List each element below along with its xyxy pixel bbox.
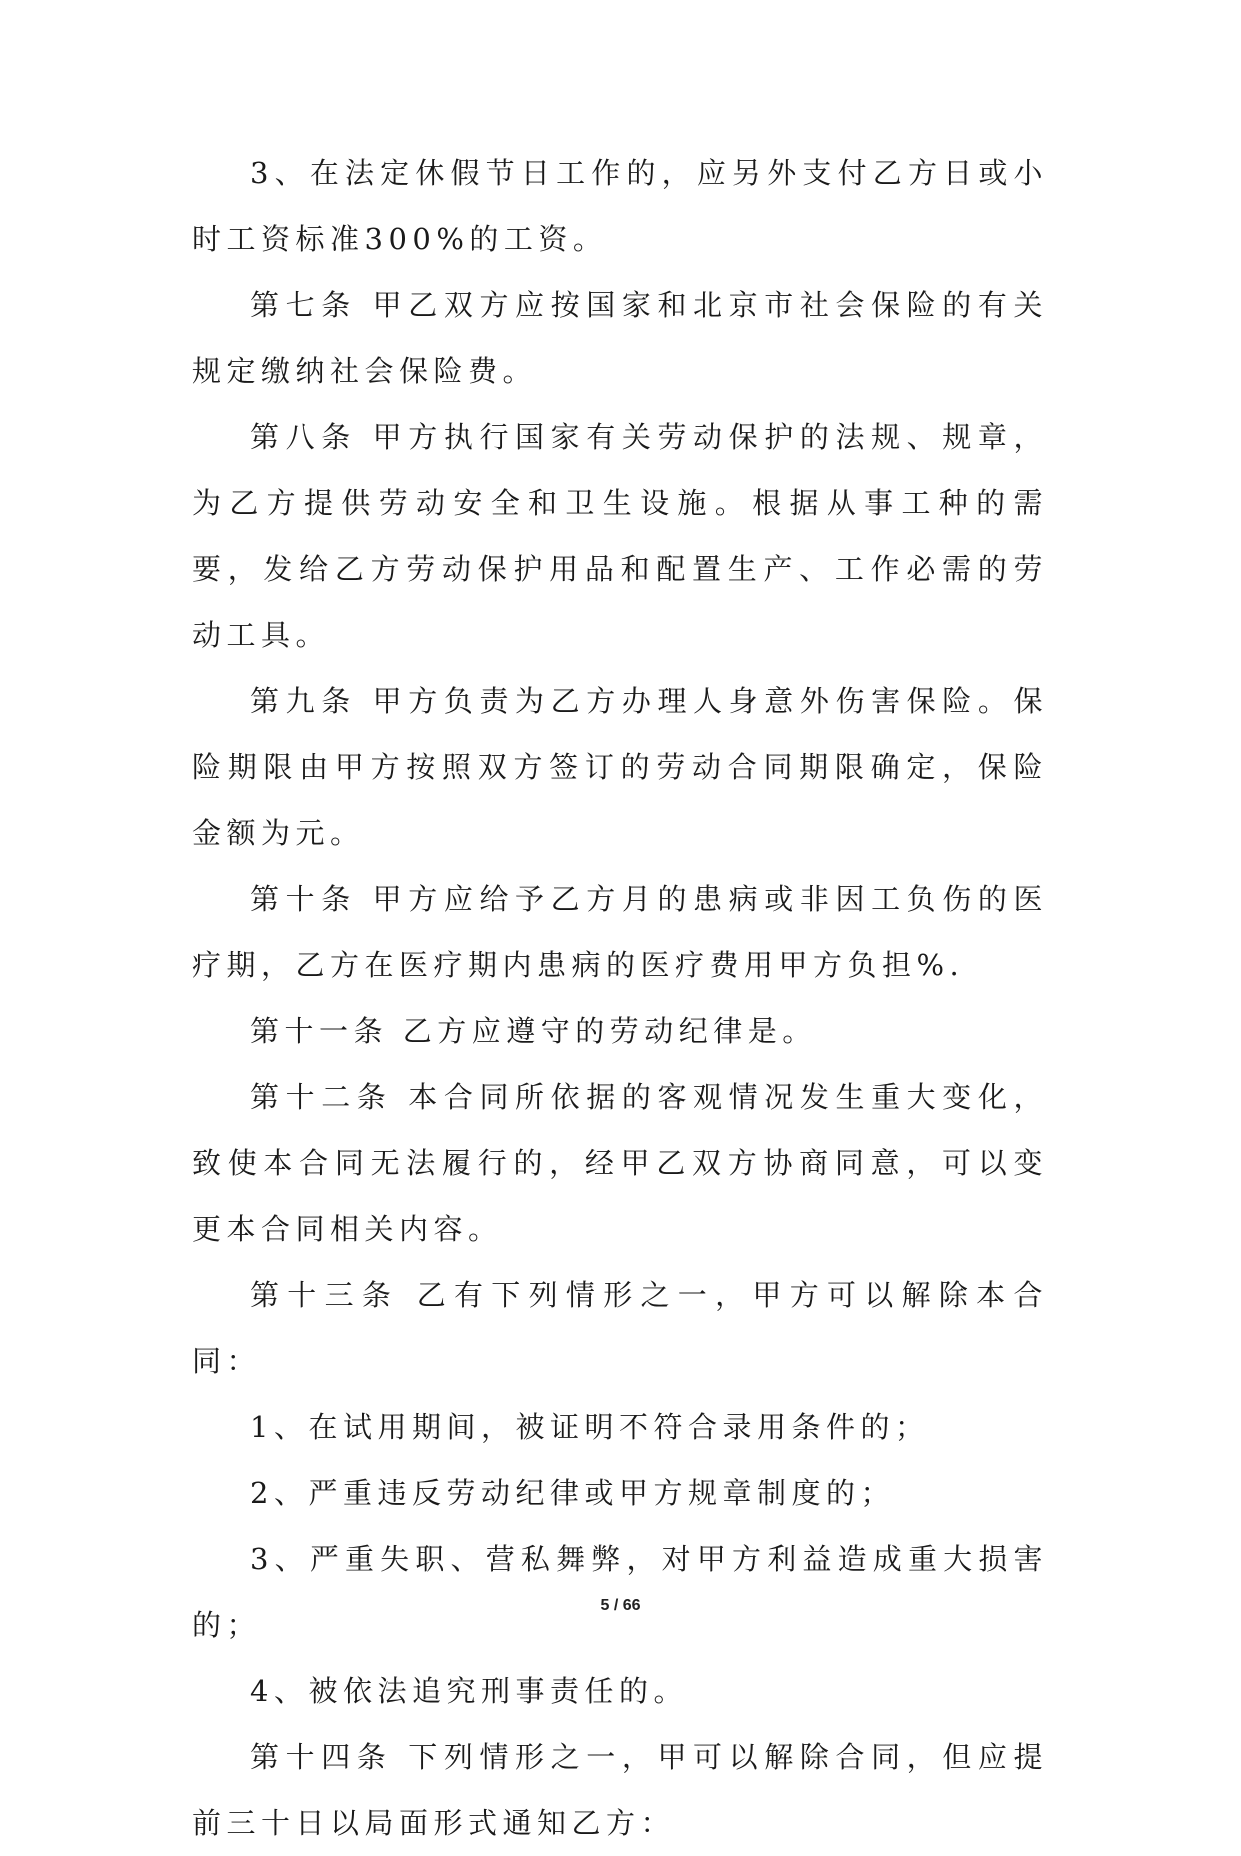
paragraph: 3、在法定休假节日工作的，应另外支付乙方日或小时工资标准300%的工资。	[192, 156, 1048, 256]
paragraph: 第九条 甲方负责为乙方办理人身意外伤害保险。保险期限由甲方按照双方签订的劳动合同期限确定，保险金额为元。	[192, 684, 1048, 850]
paragraph: 第十二条 本合同所依据的客观情况发生重大变化，致使本合同无法履行的，经甲乙双方协商同意，可以变更本合同相关内容。	[192, 1080, 1048, 1246]
page-number: 5 / 66	[600, 1597, 641, 1614]
paragraph: 第七条 甲乙双方应按国家和北京市社会保险的有关规定缴纳社会保险费。	[192, 288, 1048, 388]
paragraph: 第八条 甲方执行国家有关劳动保护的法规、规章，为乙方提供劳动安全和卫生设施。根据从事工种的需要，发给乙方劳动保护用品和配置生产、工作必需的劳动工具。	[192, 420, 1048, 652]
paragraph: 第十一条 乙方应遵守的劳动纪律是。	[250, 1014, 817, 1048]
paragraph: 第十三条 乙有下列情形之一，甲方可以解除本合同：	[192, 1278, 1048, 1378]
paragraph: 1、在试用期间，被证明不符合录用条件的；	[250, 1410, 930, 1444]
paragraph: 第十四条 下列情形之一，甲可以解除合同，但应提前三十日以局面形式通知乙方：	[192, 1740, 1048, 1840]
paragraph: 第十条 甲方应给予乙方月的患病或非因工负伤的医疗期，乙方在医疗期内患病的医疗费用甲方负担%.	[192, 882, 1048, 982]
paragraph: 3、严重失职、营私舞弊，对甲方利益造成重大损害的；	[192, 1542, 1048, 1642]
paragraph: 4、被依法追究刑事责任的。	[250, 1674, 688, 1708]
paragraph: 2、严重违反劳动纪律或甲方规章制度的；	[250, 1476, 895, 1510]
